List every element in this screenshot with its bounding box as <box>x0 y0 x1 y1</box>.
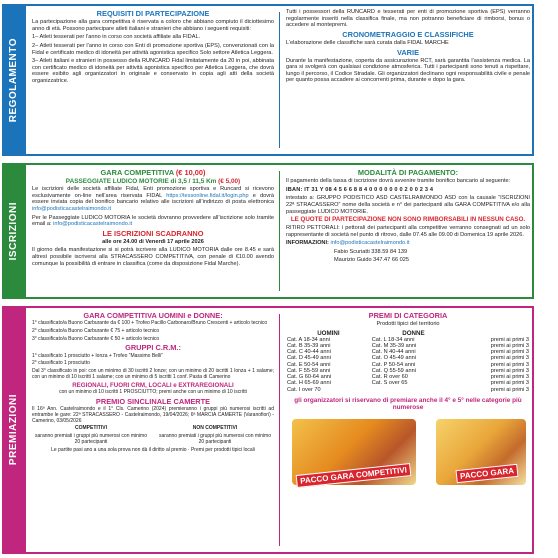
col-uomini: UOMINI <box>317 329 340 337</box>
prize-3: 3° classificato/a Buono Carburante € 50 + articolo tecnico <box>32 335 160 342</box>
cat-premio: premi ai primi 3 <box>490 355 529 362</box>
cat-uomini: Cat. C 40-44 anni <box>287 349 331 356</box>
cat-donne <box>371 387 456 393</box>
categorie-header <box>286 330 530 337</box>
cat-uomini: Cat. B 35-39 anni <box>287 342 331 349</box>
requisiti-point-3: 3– Atleti italiani e stranieri in possesso della RUNCARD Fidal limitatamente da 20 in poi, abbinata con certificato medico di idoneità per attività agonistica specifico per Atletica Leggera, che dovrà essere esibito agli organizzatori in originale e conservato in copia agli atti della società organizzatrice. <box>32 58 274 84</box>
pagamento-intestazione: intestato a: GRUPPO PODISTICO ASD CASTELRAIMONDO ASD con la causale “ISCRIZIONI 22ª STRACASSERO” nome della società e n° dei partecipanti alla GARA COMPETITIVA e/o alla passeggiate LUDICO MOTORIE. <box>286 195 530 215</box>
crm-2: 2° classificato 1 prosciutto <box>32 360 90 367</box>
iscrizioni-right-column <box>286 168 530 294</box>
categoria-row <box>286 387 530 393</box>
passeggiate-title <box>32 178 274 185</box>
competitivi-text: saranno premiati i gruppi più numerosi con minimo 20 partecipanti <box>35 433 147 445</box>
varie-text: Durante la manifestazione, coperta da assicurazione RCT, sarà garantita l’assistenza medica. La gara si svolgerà con qualsiasi condizione atmosferica. Tutti i partecipanti sono tenuti a rispettare, lungo il percorso, il Codice Stradale. Gli organizzatori declinano ogni responsabilità civile e penale per quanto possa accadere ai concorrenti prima, durante e dopo la gara. <box>286 57 530 84</box>
cat-donne: Cat. P 50-54 anni <box>371 361 416 368</box>
iscrizioni-text-2 <box>32 215 274 228</box>
prize-1: 1° classificato/a Buono Carburante da € 100 + Trofeo Pacillo Carbonaro/Bruno Crescenti + articolo tecnico <box>32 320 268 327</box>
iscrizioni-text-1b: e dovrà essere inviata copia del bonifico bancario relativo alle iscrizioni all’indirizzo di posta elettronica <box>32 192 274 206</box>
gara-premi-title: GARA COMPETITIVA UOMINI e DONNE: <box>83 311 223 320</box>
cat-premio: premi ai primi 3 <box>490 374 529 381</box>
requisiti-point-1: 1– Atleti tesserati per l’anno in corso con società affiliate alla FIDAL. <box>32 34 201 41</box>
categoria-subtitle: Prodotti tipici del territorio <box>376 321 440 328</box>
cat-premio: premi ai primi 3 <box>490 386 529 393</box>
iscrizioni-panel <box>24 163 534 299</box>
info-email[interactable]: info@podisticacastelraimondo.it <box>330 240 410 247</box>
non-competitivi-box <box>156 426 274 447</box>
cat-uomini: Cat. F 55-59 anni <box>287 367 331 374</box>
sinclinale-text: Il 16ª Ann. Castelraimondo e il 1° Cls. Camerino (2024) premieranno i gruppi più numerosi iscritti ad entrambe le gare: 22ª STRACASSERO - Castelraimondo, 19/04/2026; 6ª MARCIA CAMERTE (Varanofiori) - Camerino, 03/05/2026 <box>32 406 274 424</box>
gara-label: GARA COMPETITIVA <box>100 168 174 177</box>
email-link-2[interactable]: info@podisticacastelraimondo.it <box>53 221 133 228</box>
cat-donne: Cat. L 18-34 anni <box>371 336 415 343</box>
iscrizioni-text-2a: Per le Passeggiate LUDICO MOTORIA le società dovranno provvedere all’iscrizione solo tramite email a: <box>32 214 274 228</box>
cat-donne: Cat. R over 60 <box>371 374 408 381</box>
crm-note: Dal 3° classificato in poi: con un minimo di 30 iscritti 2 lonze; con un minimo di 20 iscritti 1 lonza + 1 salame; con un minimo di 10 iscritti 1 salame; con un minimo di 5 iscritti 1 conf. Pasta di Camerino <box>32 368 274 380</box>
email-link-1[interactable]: info@podisticacastelraimondo.it <box>32 205 112 212</box>
cat-uomini: Cat. G 60-64 anni <box>287 374 332 381</box>
cat-premio: premi ai primi 3 <box>490 380 529 387</box>
requisiti-point-2: 2– Atleti tesserati per l’anno in corso con Enti di promozione sportiva (EPS), convenzionati con la Fidal e certificato medico di idoneità per attività agonistica specifico Solo settore Atletica Leggera. <box>32 42 274 56</box>
regionali-text: con un minimo di 10 iscritti 1 PROSCIUTTO; premi anche con un minimo di 10 iscritti <box>59 389 247 396</box>
crono-title: CRONOMETRAGGIO E CLASSIFICHE <box>342 29 474 39</box>
requisiti-title: REQUISITI DI PARTECIPAZIONE <box>96 9 210 18</box>
categoria-row <box>286 355 530 361</box>
gara-title <box>32 169 274 177</box>
iscrizioni-label: ISCRIZIONI <box>7 201 19 261</box>
scadenza-title: LE ISCRIZIONI SCADRANNO <box>102 228 204 238</box>
categoria-note: gli organizzatori si riservano di premiare anche il 4° e 5° nelle categorie più numerose <box>294 396 522 412</box>
cat-uomini: Cat. H 65-69 anni <box>287 380 331 387</box>
premiazioni-panel <box>24 306 534 554</box>
cat-premio: premi ai primi 3 <box>490 336 529 343</box>
sinclinale-title: PREMIO SINCLINALE CAMERTE <box>95 397 211 407</box>
crm-1: 1° classificato 1 prosciutto + lonza + Trofeo “Massimo Belli” <box>32 352 163 359</box>
pacco-gara-images <box>286 413 530 493</box>
cat-uomini: Cat. I over 70 <box>287 386 321 393</box>
premi-footer: Le partite pasi ano a una sola prova non dà il diritto al premio · Premi per prodotti tipici locali <box>51 446 255 453</box>
pacco-gara-competitivi-label: PACCO GARA COMPETITIVI <box>296 463 412 488</box>
premiazioni-tab <box>2 306 24 554</box>
regolamento-right-column <box>286 9 530 151</box>
premiazioni-left-column <box>32 311 274 549</box>
group-prizes <box>32 426 274 447</box>
iscrizioni-left-column <box>32 168 274 294</box>
iscrizioni-text-1 <box>32 186 274 212</box>
categoria-title: PREMI DI CATEGORIA <box>368 311 448 320</box>
non-competitivi-label: NON COMPETITIVI <box>192 425 238 432</box>
regolamento-tab <box>2 4 24 156</box>
pacco-gara-label: PACCO GARA <box>455 464 518 483</box>
pagamento-text: Il pagamento della tassa di iscrizione dovrà avvenire tramite bonifico bancario al seguente: <box>286 178 511 185</box>
divider <box>279 12 280 148</box>
fidal-link[interactable]: https://tessonline.fidal.it/login.php <box>166 192 249 199</box>
iban: IBAN: IT 31 Y 08 4 5 6 6 8 8 4 0 0 0 0 0 0 0 2 0 0 2 3 4 <box>286 186 434 193</box>
cat-premio: premi ai primi 3 <box>490 367 529 374</box>
iscrizioni-text-3: Il giorno della manifestazione si si potrà iscrivere alla LUDICO MOTORIA dalle ore 8.45 e sarà altresì possibile iscriversi alla STRACASSERO COMPETITIVA, con penale di €10.00 avendo comunque la possibilità di entrare in classifica (come da disposizione Fidal Marche). <box>32 247 274 267</box>
informazioni <box>286 240 530 247</box>
non-competitivi-text: saranno premiati i gruppi più numerosi con minimo 20 partecipanti <box>159 433 271 445</box>
info-label: INFORMAZIONI: <box>286 240 329 247</box>
cat-premio: premi ai primi 3 <box>490 349 529 356</box>
cat-premio: premi ai primi 3 <box>490 342 529 349</box>
categorie-table <box>286 330 530 393</box>
premiazioni-right-column <box>286 311 530 549</box>
cat-donne: Cat. O 45-49 anni <box>371 355 416 362</box>
cat-premio: premi ai primi 3 <box>490 361 529 368</box>
cat-uomini: Cat. A 18-34 anni <box>287 336 330 343</box>
gara-price: (€ 10,00) <box>175 168 206 177</box>
iscrizioni-tab <box>2 163 24 299</box>
premiazioni-label: PREMIAZIONI <box>7 394 19 466</box>
crm-title: GRUPPI C.R.M.: <box>125 343 181 353</box>
cat-uomini: Cat. D 45-49 anni <box>287 355 331 362</box>
cat-donne: Cat. Q 55-59 anni <box>371 367 416 374</box>
passeggiate-price: (€ 5,00) <box>218 178 241 186</box>
iscrizioni-text-1a: Le iscrizioni delle società affiliate Fidal, Enti promozione sportiva e Runcard si ricevono esclusivamente on-line nell’area riservata FIDAL <box>32 186 274 199</box>
competitivi-box <box>32 426 150 447</box>
competitivi-label: COMPETITIVI <box>75 425 107 432</box>
divider <box>279 171 280 291</box>
categorie-body <box>286 337 530 393</box>
regionali-title: REGIONALI, FUORI CRM, LOCALI e EXTRAREGIONALI <box>72 381 234 389</box>
divider <box>279 314 280 546</box>
regolamento-panel <box>24 4 534 156</box>
cat-donne: Cat. N 40-44 anni <box>371 349 416 356</box>
pagamento-title: MODALITÀ DI PAGAMENTO: <box>357 168 459 177</box>
regolamento-left-column <box>32 9 274 151</box>
contact-2: Maurizio Guido 347.47 66 025 <box>334 257 409 264</box>
cat-uomini: Cat. E 50-54 anni <box>287 361 331 368</box>
contact-1: Fabio Scuriatti 338.59 84 139 <box>334 248 408 255</box>
crono-text: L’elaborazione delle classifiche sarà curata dalla FIDAL MARCHE <box>286 39 449 46</box>
quote-title: LE QUOTE DI PARTECIPAZIONE NON SONO RIMBORSABILI IN NESSUN CASO. <box>290 216 526 224</box>
passeggiate-label: PASSEGGIATE LUDICO MOTORIE di 3,5 / 11,5 Km <box>65 178 217 186</box>
col-donne: DONNE <box>402 329 425 337</box>
regolamento-label: REGOLAMENTO <box>7 37 19 123</box>
prize-2: 2° classificato/a Buono Carburante € 75 + articolo tecnico <box>32 327 160 334</box>
ritiro-pettorali: RITIRO PETTORALI: i pettorali dei partecipanti alla competitive verranno consegnati ad un solo rappresentante di società nel punto di ritrovo, dalle 07.45 alle 09.00 di Domenica 19 aprile 2026. <box>286 224 530 238</box>
cat-donne: Cat. M 35-39 anni <box>371 342 417 349</box>
requisiti-intro: La partecipazione alla gara competitiva è riservata a coloro che abbiano compiuto il diciottesimo anno di età. Possono partecipare atleti italiani e stranieri che abbiano i seguenti requisiti: <box>32 19 274 32</box>
runcard-note: Tutti i possessori della RUNCARD e tesserati per enti di promozione sportiva (EPS) verranno regolarmente inseriti nella classifica finale, ma non potranno beneficiare di rimborsi, bonus o accedere al montepremi. <box>286 9 530 29</box>
varie-title: VARIE <box>396 47 420 57</box>
cat-donne: Cat. S over 65 <box>371 380 408 387</box>
scadenza-text: alle ore 24.00 di Venerdì 17 aprile 2026 <box>102 238 204 245</box>
col-premi <box>456 330 530 337</box>
